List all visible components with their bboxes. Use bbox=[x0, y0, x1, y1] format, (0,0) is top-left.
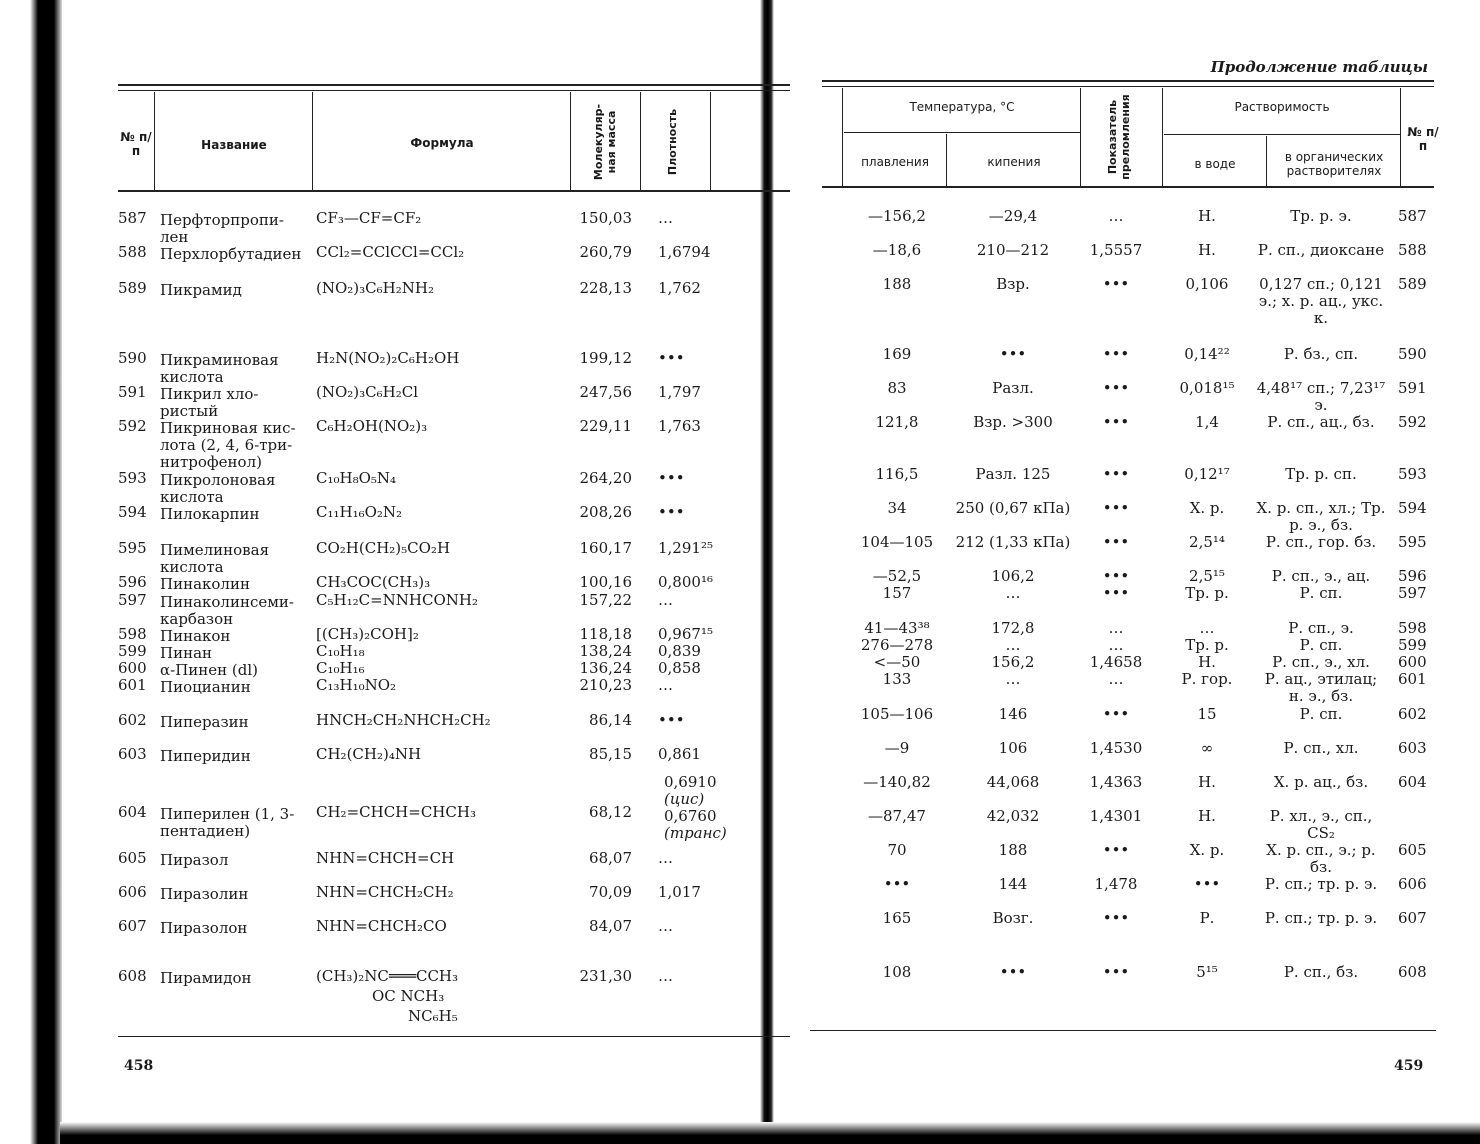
molar-mass: 264,20 bbox=[579, 469, 632, 487]
compound-formula: C₆H₂OH(NO₂)₃ bbox=[316, 417, 428, 435]
header-water: в воде bbox=[1194, 157, 1236, 171]
refraction-index: ••• bbox=[1102, 413, 1130, 431]
row-number-right: 599 bbox=[1398, 636, 1427, 654]
book-spine bbox=[760, 0, 774, 1144]
boiling-point: … bbox=[1005, 584, 1021, 602]
compound-name: Пилокарпин bbox=[160, 505, 260, 523]
refraction-index: ••• bbox=[1102, 345, 1130, 363]
organic-solubility: Р. ац., этилац; н. э., бз. bbox=[1264, 670, 1378, 705]
density-value: ••• bbox=[658, 349, 685, 367]
boiling-point: 144 bbox=[998, 875, 1028, 893]
compound-name: Пирамидон bbox=[160, 969, 252, 987]
header-name: Название bbox=[201, 138, 267, 152]
organic-solubility: Р. сп.; тр. р. э. bbox=[1264, 909, 1378, 927]
boiling-point: 210—212 bbox=[976, 241, 1050, 259]
melting-point: <—50 bbox=[873, 653, 921, 671]
compound-formula: CH₂=CHCH=CHCH₃ bbox=[316, 803, 476, 821]
refraction-index: ••• bbox=[1102, 533, 1130, 551]
boiling-point: 212 (1,33 кПа) bbox=[955, 533, 1071, 551]
density-value: 0,800¹⁶ bbox=[658, 573, 713, 591]
density-value: … bbox=[658, 917, 673, 935]
density-value: … bbox=[658, 849, 673, 867]
organic-solubility: Р. сп., бз. bbox=[1283, 963, 1359, 981]
boiling-point: 188 bbox=[998, 841, 1028, 859]
row-number: 608 bbox=[118, 967, 147, 985]
header-density: Плотность bbox=[666, 108, 679, 176]
water-solubility: Н. bbox=[1198, 773, 1216, 791]
header-num-right: № п/п bbox=[1407, 125, 1439, 153]
density-value: 1,763 bbox=[658, 417, 701, 435]
col-sep bbox=[1266, 136, 1267, 188]
melting-point: 157 bbox=[882, 584, 912, 602]
compound-name: Перхлорбутадиен bbox=[160, 245, 302, 263]
row-number-right: 590 bbox=[1398, 345, 1427, 363]
density-value: 0,6910 bbox=[664, 773, 717, 791]
col-sep bbox=[312, 92, 313, 192]
boiling-point: 250 (0,67 кПа) bbox=[955, 499, 1071, 517]
refraction-index: 1,478 bbox=[1094, 875, 1138, 893]
row-number: 594 bbox=[118, 503, 147, 521]
row-number-right: 598 bbox=[1398, 619, 1427, 637]
density-value: ••• bbox=[658, 711, 685, 729]
left-page bbox=[62, 0, 760, 1120]
organic-solubility: Р. сп., хл. bbox=[1283, 739, 1359, 757]
refraction-index: ••• bbox=[1102, 705, 1130, 723]
melting-point: 34 bbox=[887, 499, 907, 517]
compound-formula: (NO₂)₃C₆H₂NH₂ bbox=[316, 279, 434, 297]
sol-subrule bbox=[1164, 134, 1400, 135]
boiling-point: 106 bbox=[998, 739, 1028, 757]
compound-formula: CCl₂=CClCCl=CCl₂ bbox=[316, 243, 465, 261]
row-number-right: 587 bbox=[1398, 207, 1427, 225]
refraction-index: 1,4363 bbox=[1089, 773, 1143, 791]
organic-solubility: Р. сп.; тр. р. э. bbox=[1264, 875, 1378, 893]
row-number: 592 bbox=[118, 417, 147, 435]
water-solubility: … bbox=[1199, 619, 1215, 637]
col-sep bbox=[1400, 88, 1401, 188]
water-solubility: 2,5¹⁵ bbox=[1189, 567, 1225, 585]
row-number-right: 588 bbox=[1398, 241, 1427, 259]
organic-solubility: Р. сп., э., хл. bbox=[1272, 653, 1370, 671]
water-solubility: Х. р. bbox=[1189, 841, 1225, 859]
water-solubility: 0,12¹⁷ bbox=[1184, 465, 1230, 483]
header-melting: плавления bbox=[861, 155, 929, 169]
water-solubility: 0,106 bbox=[1185, 275, 1229, 293]
header-boiling: кипения bbox=[987, 155, 1041, 169]
melting-point: 41—43³⁸ bbox=[864, 619, 930, 637]
melting-point: ••• bbox=[883, 875, 911, 893]
boiling-point: Разл. 125 bbox=[975, 465, 1051, 483]
compound-name: Пинан bbox=[160, 644, 213, 662]
melting-point: —156,2 bbox=[868, 207, 926, 225]
density-value: 0,967¹⁵ bbox=[658, 625, 713, 643]
melting-point: 169 bbox=[882, 345, 912, 363]
water-solubility: Р. гор. bbox=[1181, 670, 1233, 688]
compound-name: Пинаколин bbox=[160, 575, 250, 593]
density-value: 0,861 bbox=[658, 745, 701, 763]
molar-mass: 229,11 bbox=[579, 417, 632, 435]
compound-formula: (CH₃)₂NC═══CCH₃ bbox=[316, 967, 459, 985]
row-number: 598 bbox=[118, 625, 147, 643]
col-sep bbox=[640, 92, 641, 192]
compound-name: Пиперазин bbox=[160, 713, 249, 731]
organic-solubility: Р. сп., диоксане bbox=[1257, 241, 1385, 259]
refraction-index: ••• bbox=[1102, 909, 1130, 927]
compound-name: Пиперидин bbox=[160, 747, 251, 765]
density-value: 1,6794 bbox=[658, 243, 711, 261]
organic-solubility: Х. р. сп., э.; р. бз. bbox=[1266, 841, 1376, 876]
row-number-right: 592 bbox=[1398, 413, 1427, 431]
density-value: ••• bbox=[658, 469, 685, 487]
refraction-index: ••• bbox=[1102, 465, 1130, 483]
boiling-point: ••• bbox=[999, 963, 1027, 981]
boiling-point: Возг. bbox=[992, 909, 1034, 927]
row-number-right: 602 bbox=[1398, 705, 1427, 723]
row-number: 590 bbox=[118, 349, 147, 367]
melting-point: 108 bbox=[882, 963, 912, 981]
molar-mass: 210,23 bbox=[579, 676, 632, 694]
molar-mass: 199,12 bbox=[579, 349, 632, 367]
row-number: 587 bbox=[118, 209, 147, 227]
row-number-right: 607 bbox=[1398, 909, 1427, 927]
molar-mass: 150,03 bbox=[579, 209, 632, 227]
header-top-rule bbox=[118, 84, 790, 86]
compound-formula: [(CH₃)₂COH]₂ bbox=[316, 625, 419, 643]
boiling-point: 172,8 bbox=[991, 619, 1035, 637]
organic-solubility: 4,48¹⁷ сп.; 7,23¹⁷ э. bbox=[1256, 379, 1386, 414]
boiling-point: 42,032 bbox=[986, 807, 1040, 825]
page-number-right: 459 bbox=[1394, 1058, 1424, 1074]
row-number-right: 601 bbox=[1398, 670, 1427, 688]
row-number-right: 591 bbox=[1398, 379, 1427, 397]
boiling-point: ••• bbox=[999, 345, 1027, 363]
refraction-index: ••• bbox=[1102, 275, 1130, 293]
density-value: 1,291²⁵ bbox=[658, 539, 713, 557]
row-number: 599 bbox=[118, 642, 147, 660]
molar-mass: 138,24 bbox=[579, 642, 632, 660]
water-solubility: 2,5¹⁴ bbox=[1189, 533, 1225, 551]
compound-formula: C₁₃H₁₀NO₂ bbox=[316, 676, 397, 694]
compound-name: Пинакон bbox=[160, 627, 231, 645]
water-solubility: Тр. р. bbox=[1185, 636, 1229, 654]
molar-mass: 136,24 bbox=[579, 659, 632, 677]
col-sep bbox=[842, 88, 843, 188]
organic-solubility: Р. сп. bbox=[1299, 636, 1343, 654]
header-bottom-rule bbox=[822, 186, 1434, 188]
row-number-right: 600 bbox=[1398, 653, 1427, 671]
boiling-point: 156,2 bbox=[991, 653, 1035, 671]
density-value: … bbox=[658, 209, 673, 227]
temp-subrule bbox=[844, 132, 1080, 133]
compound-formula: OC NCH₃ bbox=[372, 987, 445, 1005]
row-number: 593 bbox=[118, 469, 147, 487]
melting-point: —87,47 bbox=[868, 807, 926, 825]
density-value: ••• bbox=[658, 503, 685, 521]
compound-name: Пикриновая кис-лота (2, 4, 6-три-нитрофенол) bbox=[160, 419, 296, 471]
row-number: 589 bbox=[118, 279, 147, 297]
density-value: … bbox=[658, 591, 673, 609]
header-top-rule bbox=[822, 80, 1434, 82]
water-solubility: 0,018¹⁵ bbox=[1179, 379, 1235, 397]
col-sep bbox=[154, 92, 155, 192]
compound-name: Пиразолин bbox=[160, 885, 249, 903]
molar-mass: 231,30 bbox=[579, 967, 632, 985]
boiling-point: Взр. >300 bbox=[973, 413, 1053, 431]
melting-point: 276—278 bbox=[860, 636, 934, 654]
header-bottom-rule bbox=[118, 190, 790, 192]
compound-formula: C₁₀H₈O₅N₄ bbox=[316, 469, 397, 487]
molar-mass: 68,07 bbox=[589, 849, 632, 867]
molar-mass: 260,79 bbox=[579, 243, 632, 261]
organic-solubility: Р. сп. bbox=[1299, 584, 1343, 602]
melting-point: 188 bbox=[882, 275, 912, 293]
melting-point: 105—106 bbox=[860, 705, 934, 723]
molar-mass: 84,07 bbox=[589, 917, 632, 935]
compound-name: Пиперилен (1, 3-пентадиен) bbox=[160, 805, 295, 840]
row-number-right: 589 bbox=[1398, 275, 1427, 293]
boiling-point: —29,4 bbox=[988, 207, 1038, 225]
organic-solubility: Р. сп., ац., бз. bbox=[1267, 413, 1375, 431]
compound-name: Пиразолон bbox=[160, 919, 248, 937]
header-refraction: Показатель преломления bbox=[1106, 94, 1132, 180]
molar-mass: 86,14 bbox=[589, 711, 632, 729]
compound-name: α-Пинен (dl) bbox=[160, 661, 259, 679]
row-number-right: 593 bbox=[1398, 465, 1427, 483]
compound-formula: C₁₀H₁₆ bbox=[316, 659, 365, 677]
row-number: 597 bbox=[118, 591, 147, 609]
compound-name: Пикрамид bbox=[160, 281, 242, 299]
continuation-title: Продолжение таблицы bbox=[1210, 58, 1428, 76]
row-number-right: 597 bbox=[1398, 584, 1427, 602]
compound-name: Перфторпропи-лен bbox=[160, 211, 284, 246]
row-number-right: 606 bbox=[1398, 875, 1427, 893]
water-solubility: Тр. р. bbox=[1185, 584, 1229, 602]
header-formula: Формула bbox=[410, 136, 474, 150]
compound-formula: CF₃—CF=CF₂ bbox=[316, 209, 422, 227]
melting-point: 83 bbox=[887, 379, 907, 397]
header-solubility: Растворимость bbox=[1234, 100, 1330, 114]
water-solubility: 15 bbox=[1197, 705, 1217, 723]
density-value: (транс) bbox=[664, 824, 727, 842]
refraction-index: ••• bbox=[1102, 841, 1130, 859]
boiling-point: 106,2 bbox=[991, 567, 1035, 585]
melting-point: —52,5 bbox=[872, 567, 922, 585]
organic-solubility: Тр. р. сп. bbox=[1285, 465, 1357, 483]
compound-formula: C₁₁H₁₆O₂N₂ bbox=[316, 503, 403, 521]
melting-point: —9 bbox=[884, 739, 910, 757]
refraction-index: … bbox=[1108, 207, 1124, 225]
compound-name: Пикраминовая кислота bbox=[160, 351, 279, 386]
table-bottom-rule bbox=[810, 1030, 1436, 1031]
row-number: 601 bbox=[118, 676, 147, 694]
organic-solubility: 0,127 сп.; 0,121 э.; х. р. ац., укс. к. bbox=[1258, 275, 1384, 327]
molar-mass: 228,13 bbox=[579, 279, 632, 297]
water-solubility: Х. р. bbox=[1189, 499, 1225, 517]
melting-point: —140,82 bbox=[863, 773, 931, 791]
density-value: 1,797 bbox=[658, 383, 701, 401]
table-bottom-rule bbox=[118, 1036, 790, 1037]
refraction-index: ••• bbox=[1102, 584, 1130, 602]
header-mass: Молекуляр-ная масса bbox=[592, 103, 618, 181]
compound-formula: HNCH₂CH₂NHCH₂CH₂ bbox=[316, 711, 491, 729]
refraction-index: ••• bbox=[1102, 567, 1130, 585]
water-solubility: Р. bbox=[1199, 909, 1215, 927]
compound-formula: NHN=CHCH₂CH₂ bbox=[316, 883, 454, 901]
boiling-point: … bbox=[1005, 670, 1021, 688]
water-solubility: 5¹⁵ bbox=[1196, 963, 1218, 981]
compound-formula: CH₂(CH₂)₄NH bbox=[316, 745, 422, 763]
organic-solubility: Р. сп., э., ац. bbox=[1271, 567, 1371, 585]
header-organic: в органических растворителях bbox=[1284, 150, 1384, 178]
row-number-right: 596 bbox=[1398, 567, 1427, 585]
row-number: 605 bbox=[118, 849, 147, 867]
book-left-edge bbox=[30, 0, 62, 1144]
refraction-index: ••• bbox=[1102, 963, 1130, 981]
page-number-left: 458 bbox=[124, 1058, 154, 1074]
row-number-right: 603 bbox=[1398, 739, 1427, 757]
right-page bbox=[776, 0, 1480, 1120]
compound-formula: (NO₂)₃C₆H₂Cl bbox=[316, 383, 419, 401]
melting-point: —18,6 bbox=[872, 241, 922, 259]
boiling-point: 44,068 bbox=[986, 773, 1040, 791]
boiling-point: 146 bbox=[998, 705, 1028, 723]
row-number: 604 bbox=[118, 803, 147, 821]
water-solubility: Н. bbox=[1198, 653, 1216, 671]
refraction-index: ••• bbox=[1102, 499, 1130, 517]
row-number: 588 bbox=[118, 243, 147, 261]
header-top-rule-2 bbox=[822, 86, 1434, 87]
row-number-right: 604 bbox=[1398, 773, 1427, 791]
refraction-index: 1,4530 bbox=[1089, 739, 1143, 757]
density-value: … bbox=[658, 967, 673, 985]
organic-solubility: Р. сп., гор. бз. bbox=[1265, 533, 1377, 551]
col-sep bbox=[570, 92, 571, 192]
refraction-index: … bbox=[1108, 636, 1124, 654]
refraction-index: … bbox=[1108, 619, 1124, 637]
compound-name: Пимелиновая кислота bbox=[160, 541, 270, 576]
melting-point: 121,8 bbox=[875, 413, 919, 431]
melting-point: 104—105 bbox=[860, 533, 934, 551]
col-sep bbox=[1162, 88, 1163, 188]
row-number-right: 595 bbox=[1398, 533, 1427, 551]
organic-solubility: Р. хл., э., сп., CS₂ bbox=[1269, 807, 1373, 842]
organic-solubility: Х. р. сп., хл.; Тр. р. э., бз. bbox=[1256, 499, 1386, 534]
refraction-index: ••• bbox=[1102, 379, 1130, 397]
organic-solubility: Тр. р. э. bbox=[1290, 207, 1352, 225]
molar-mass: 85,15 bbox=[589, 745, 632, 763]
row-number-right: 608 bbox=[1398, 963, 1427, 981]
density-value: 1,017 bbox=[658, 883, 701, 901]
molar-mass: 247,56 bbox=[579, 383, 632, 401]
row-number-right: 605 bbox=[1398, 841, 1427, 859]
density-value: 0,839 bbox=[658, 642, 701, 660]
compound-formula: NHN=CHCH₂CO bbox=[316, 917, 447, 935]
compound-name: Пиоцианин bbox=[160, 678, 251, 696]
water-solubility: ∞ bbox=[1200, 739, 1214, 757]
row-number: 606 bbox=[118, 883, 147, 901]
water-solubility: 0,14²² bbox=[1184, 345, 1230, 363]
row-number: 591 bbox=[118, 383, 147, 401]
water-solubility: Н. bbox=[1198, 807, 1216, 825]
boiling-point: Взр. bbox=[996, 275, 1030, 293]
molar-mass: 118,18 bbox=[579, 625, 632, 643]
row-number: 603 bbox=[118, 745, 147, 763]
refraction-index: … bbox=[1108, 670, 1124, 688]
bottom-shadow bbox=[60, 1122, 1480, 1144]
col-sep bbox=[710, 92, 711, 192]
refraction-index: 1,5557 bbox=[1089, 241, 1143, 259]
header-temperature: Температура, °С bbox=[909, 100, 1015, 114]
organic-solubility: Р. сп. bbox=[1299, 705, 1343, 723]
organic-solubility: Р. сп., э. bbox=[1288, 619, 1354, 637]
melting-point: 70 bbox=[887, 841, 907, 859]
melting-point: 116,5 bbox=[875, 465, 919, 483]
col-sep bbox=[946, 134, 947, 188]
molar-mass: 208,26 bbox=[579, 503, 632, 521]
row-number-right: 594 bbox=[1398, 499, 1427, 517]
molar-mass: 70,09 bbox=[589, 883, 632, 901]
row-number: 607 bbox=[118, 917, 147, 935]
organic-solubility: Р. бз., сп. bbox=[1283, 345, 1359, 363]
compound-name: Пинаколинсеми-карбазон bbox=[160, 593, 294, 628]
melting-point: 133 bbox=[882, 670, 912, 688]
compound-formula: NC₆H₅ bbox=[408, 1007, 458, 1025]
refraction-index: 1,4301 bbox=[1089, 807, 1143, 825]
compound-formula: C₅H₁₂C=NNHCONH₂ bbox=[316, 591, 478, 609]
water-solubility: 1,4 bbox=[1195, 413, 1219, 431]
compound-name: Пикрил хло-ристый bbox=[160, 385, 259, 420]
refraction-index: 1,4658 bbox=[1089, 653, 1143, 671]
compound-formula: CO₂H(CH₂)₅CO₂H bbox=[316, 539, 451, 557]
boiling-point: … bbox=[1005, 636, 1021, 654]
molar-mass: 68,12 bbox=[589, 803, 632, 821]
density-value: 0,858 bbox=[658, 659, 701, 677]
compound-formula: NHN=CHCH=CH bbox=[316, 849, 455, 867]
compound-formula: H₂N(NO₂)₂C₆H₂OH bbox=[316, 349, 460, 367]
compound-name: Пиразол bbox=[160, 851, 229, 869]
row-number: 596 bbox=[118, 573, 147, 591]
row-number: 595 bbox=[118, 539, 147, 557]
water-solubility: Н. bbox=[1198, 207, 1216, 225]
density-value: 0,6760 bbox=[664, 807, 717, 825]
compound-formula: C₁₀H₁₈ bbox=[316, 642, 365, 660]
col-sep bbox=[1080, 88, 1081, 188]
compound-name: Пикролоновая кислота bbox=[160, 471, 276, 506]
molar-mass: 157,22 bbox=[579, 591, 632, 609]
density-value: 1,762 bbox=[658, 279, 701, 297]
molar-mass: 160,17 bbox=[579, 539, 632, 557]
molar-mass: 100,16 bbox=[579, 573, 632, 591]
melting-point: 165 bbox=[882, 909, 912, 927]
density-value: … bbox=[658, 676, 673, 694]
row-number: 600 bbox=[118, 659, 147, 677]
boiling-point: Разл. bbox=[992, 379, 1034, 397]
header-top-rule-2 bbox=[118, 90, 790, 91]
water-solubility: ••• bbox=[1193, 875, 1221, 893]
compound-formula: CH₃COC(CH₃)₃ bbox=[316, 573, 431, 591]
header-num: № п/п bbox=[120, 130, 152, 158]
row-number: 602 bbox=[118, 711, 147, 729]
density-value: (цис) bbox=[664, 790, 705, 808]
organic-solubility: Х. р. ац., бз. bbox=[1273, 773, 1369, 791]
water-solubility: Н. bbox=[1198, 241, 1216, 259]
